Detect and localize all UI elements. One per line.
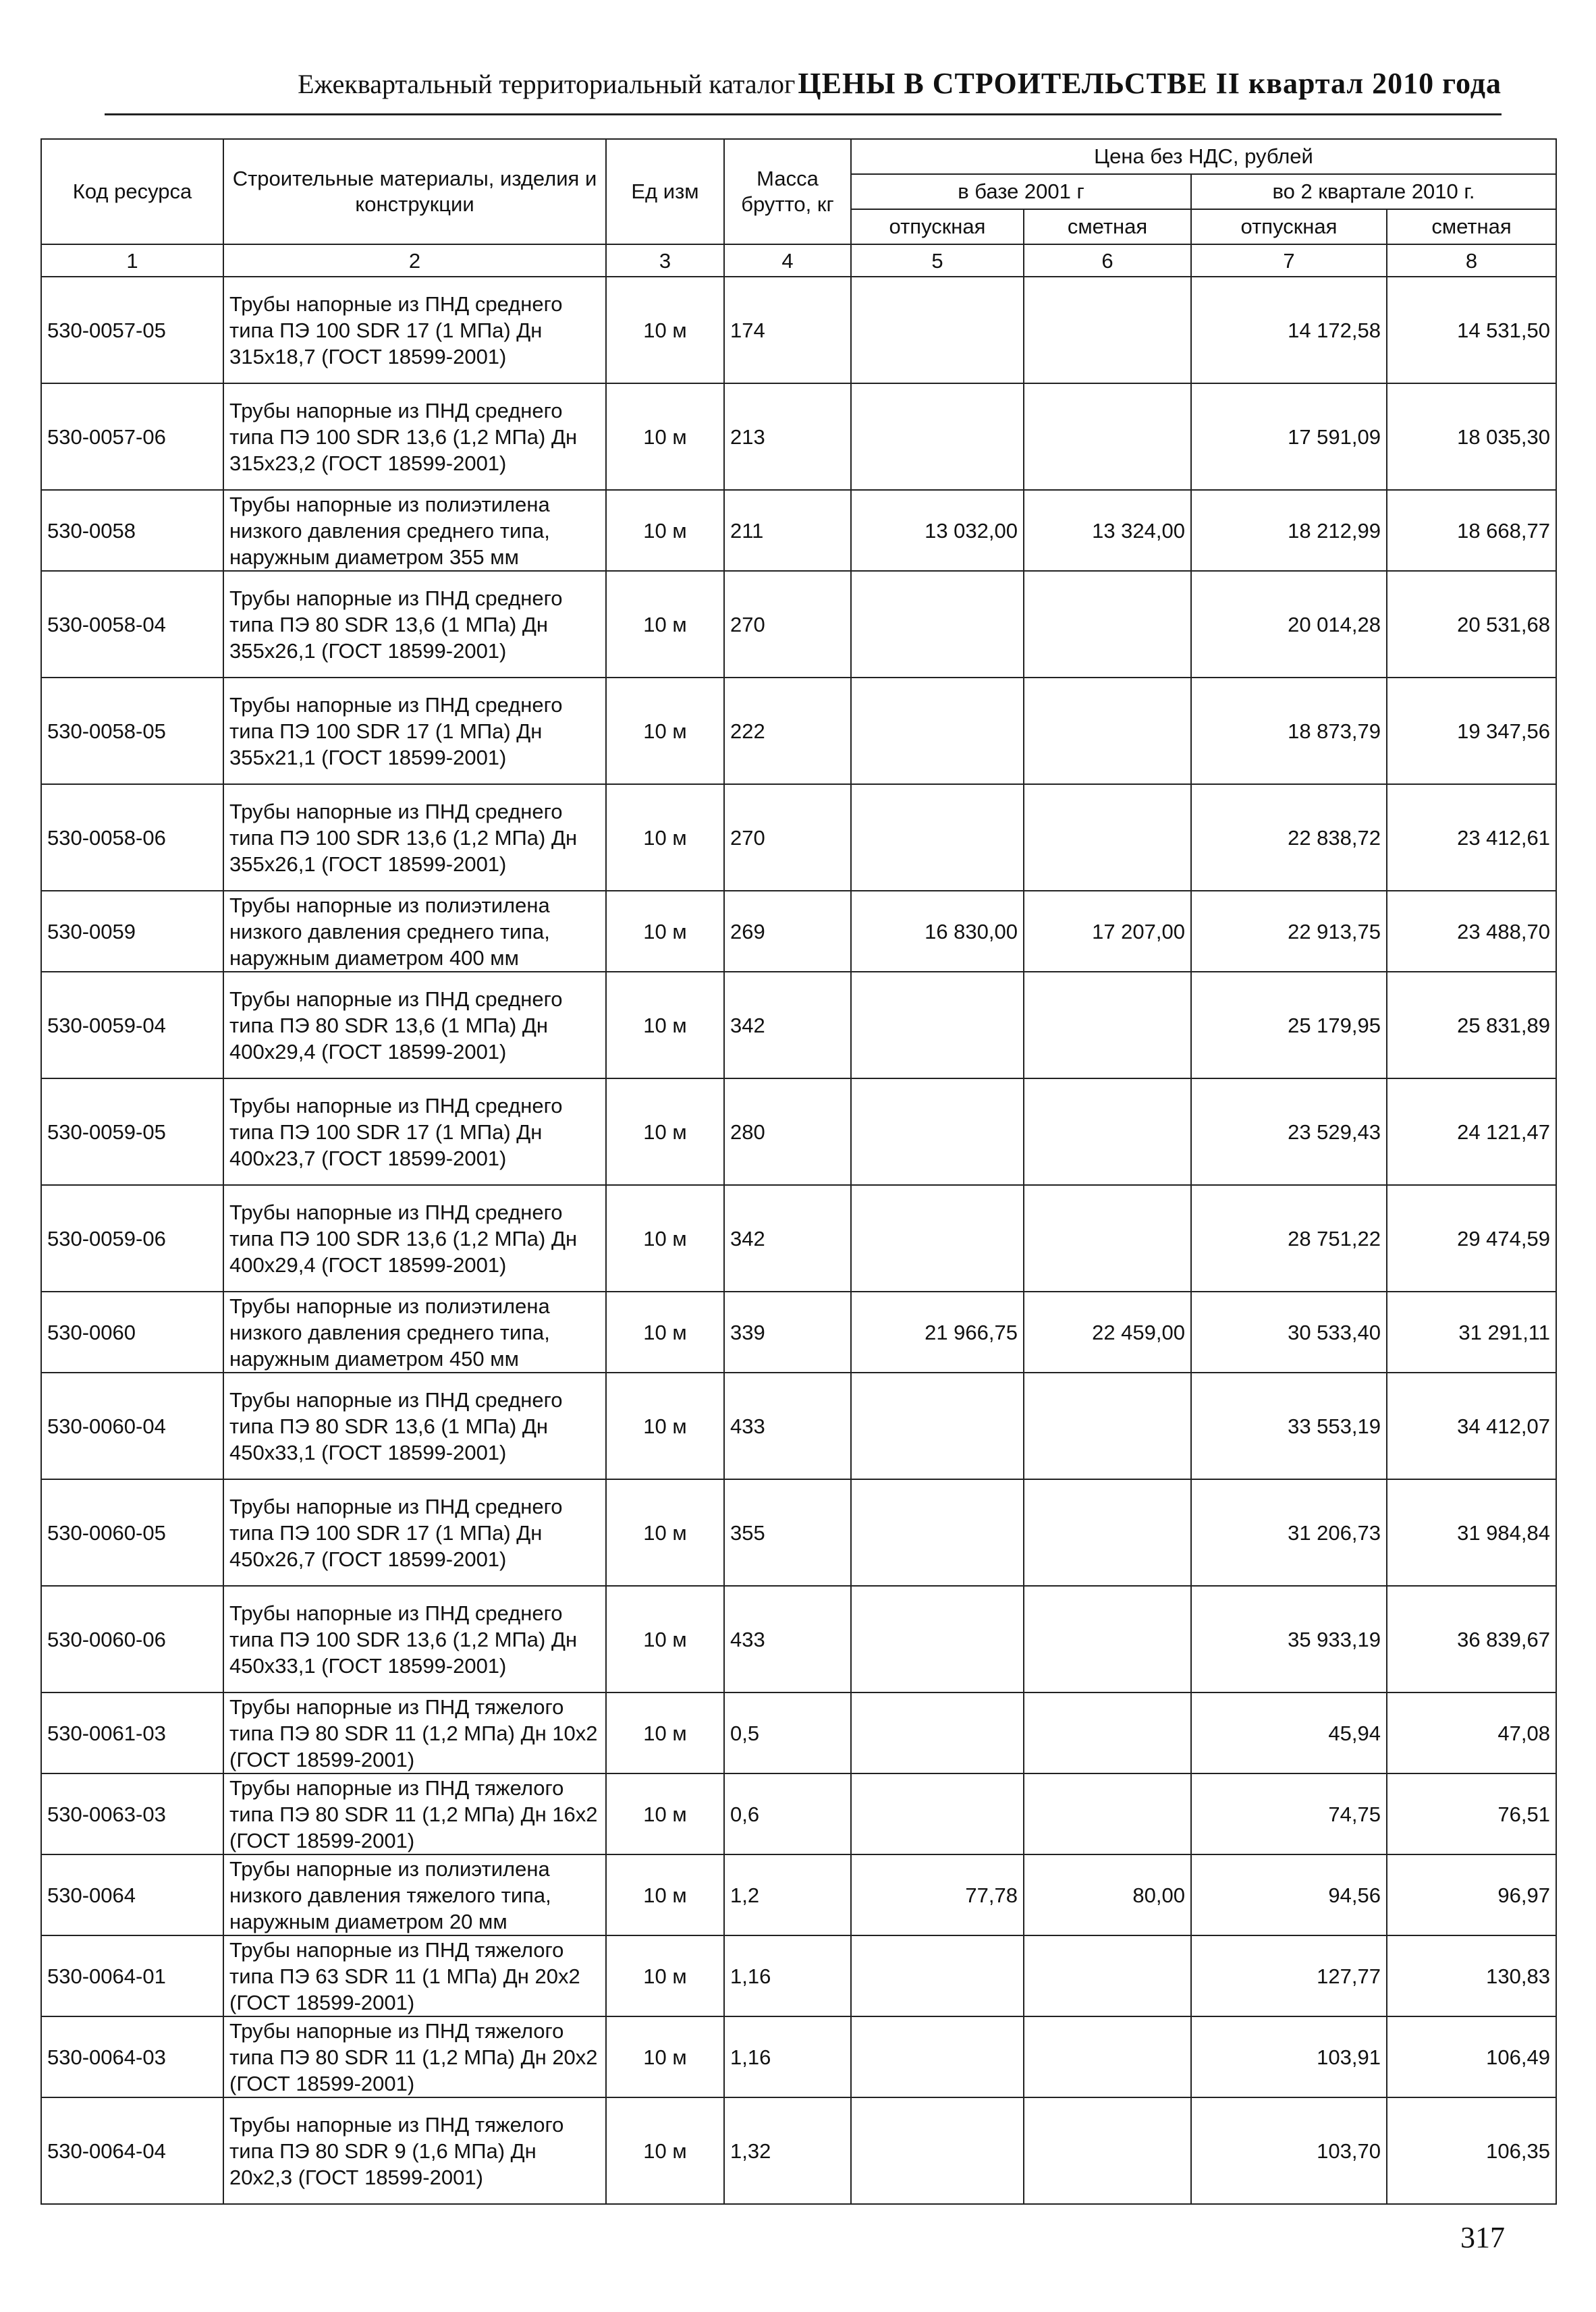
- table-row: [41, 1078, 1556, 1185]
- header-base-2001: в базе 2001 г: [851, 174, 1191, 209]
- cell-description: Трубы напорные из полиэтилена низкого давления среднего типа, наружным диаметром 355 мм: [223, 490, 606, 571]
- cell-code: 530-0058-05: [41, 678, 223, 784]
- cell-base-smet: [1024, 1773, 1191, 1854]
- cell-code: 530-0064-03: [41, 2016, 223, 2097]
- header-catalog-prefix: Ежеквартальный территориальный каталог: [298, 69, 796, 99]
- cell-base-otpusk: [851, 2016, 1024, 2097]
- cell-unit: 10 м: [606, 490, 724, 571]
- cell-mass: 1,2: [724, 1854, 851, 1935]
- table-row: [41, 571, 1556, 678]
- table-row: [41, 2097, 1556, 2204]
- cell-base-smet: [1024, 972, 1191, 1078]
- header-q2-otpusk: отпускная: [1191, 209, 1387, 244]
- cell-description: Трубы напорные из ПНД среднего типа ПЭ 100 SDR 17 (1 МПа) Дн 355х21,1 (ГОСТ 18599-2001): [223, 678, 606, 784]
- table-row: [41, 784, 1556, 891]
- page-number: 317: [1460, 2221, 1505, 2254]
- cell-mass: 0,5: [724, 1692, 851, 1773]
- cell-q2-smet: 23 488,70: [1387, 891, 1556, 972]
- cell-q2-smet: 18 035,30: [1387, 383, 1556, 490]
- cell-description: Трубы напорные из полиэтилена низкого давления тяжелого типа, наружным диаметром 20 мм: [223, 1854, 606, 1935]
- cell-q2-otpusk: 127,77: [1191, 1935, 1387, 2016]
- cell-code: 530-0058-04: [41, 571, 223, 678]
- cell-q2-smet: 23 412,61: [1387, 784, 1556, 891]
- cell-code: 530-0058: [41, 490, 223, 571]
- table-row: [41, 490, 1556, 571]
- column-number: 7: [1191, 244, 1387, 277]
- cell-code: 530-0064: [41, 1854, 223, 1935]
- cell-description: Трубы напорные из ПНД среднего типа ПЭ 80 SDR 13,6 (1 МПа) Дн 450х33,1 (ГОСТ 18599-2001): [223, 1373, 606, 1479]
- cell-base-smet: [1024, 1935, 1191, 2016]
- cell-base-smet: [1024, 383, 1191, 490]
- column-number: 1: [41, 244, 223, 277]
- table-row: [41, 277, 1556, 383]
- cell-unit: 10 м: [606, 1773, 724, 1854]
- cell-base-otpusk: 16 830,00: [851, 891, 1024, 972]
- cell-code: 530-0060: [41, 1292, 223, 1373]
- cell-q2-smet: 18 668,77: [1387, 490, 1556, 571]
- column-number: 6: [1024, 244, 1191, 277]
- column-number: 5: [851, 244, 1024, 277]
- cell-unit: 10 м: [606, 1292, 724, 1373]
- cell-code: 530-0064-01: [41, 1935, 223, 2016]
- cell-code: 530-0060-06: [41, 1586, 223, 1692]
- table-row: [41, 1292, 1556, 1373]
- cell-base-otpusk: [851, 784, 1024, 891]
- cell-description: Трубы напорные из ПНД среднего типа ПЭ 80 SDR 13,6 (1 МПа) Дн 355х26,1 (ГОСТ 18599-2001): [223, 571, 606, 678]
- cell-q2-otpusk: 18 212,99: [1191, 490, 1387, 571]
- cell-unit: 10 м: [606, 1373, 724, 1479]
- cell-mass: 213: [724, 383, 851, 490]
- cell-unit: 10 м: [606, 1479, 724, 1586]
- table-header: [41, 139, 1556, 277]
- cell-q2-otpusk: 28 751,22: [1191, 1185, 1387, 1292]
- cell-code: 530-0059-06: [41, 1185, 223, 1292]
- table-body: [41, 277, 1556, 2204]
- cell-base-smet: [1024, 1479, 1191, 1586]
- cell-code: 530-0057-05: [41, 277, 223, 383]
- cell-base-smet: [1024, 571, 1191, 678]
- cell-mass: 211: [724, 490, 851, 571]
- cell-description: Трубы напорные из полиэтилена низкого давления среднего типа, наружным диаметром 400 мм: [223, 891, 606, 972]
- cell-base-otpusk: [851, 1479, 1024, 1586]
- cell-base-otpusk: [851, 1185, 1024, 1292]
- cell-q2-otpusk: 20 014,28: [1191, 571, 1387, 678]
- cell-description: Трубы напорные из ПНД тяжелого типа ПЭ 80 SDR 9 (1,6 МПа) Дн 20х2,3 (ГОСТ 18599-2001): [223, 2097, 606, 2204]
- cell-description: Трубы напорные из ПНД среднего типа ПЭ 100 SDR 17 (1 МПа) Дн 400х23,7 (ГОСТ 18599-2001): [223, 1078, 606, 1185]
- cell-q2-smet: 76,51: [1387, 1773, 1556, 1854]
- cell-unit: 10 м: [606, 2097, 724, 2204]
- cell-base-otpusk: [851, 1773, 1024, 1854]
- cell-mass: 433: [724, 1586, 851, 1692]
- cell-code: 530-0059-04: [41, 972, 223, 1078]
- cell-base-smet: [1024, 1078, 1191, 1185]
- cell-base-otpusk: [851, 571, 1024, 678]
- cell-unit: 10 м: [606, 784, 724, 891]
- table-row: [41, 972, 1556, 1078]
- running-header: [105, 66, 1502, 115]
- cell-q2-smet: 36 839,67: [1387, 1586, 1556, 1692]
- cell-base-smet: [1024, 1185, 1191, 1292]
- column-number: 3: [606, 244, 724, 277]
- table-row: [41, 1935, 1556, 2016]
- header-mass: Масса брутто, кг: [724, 139, 851, 244]
- cell-q2-otpusk: 45,94: [1191, 1692, 1387, 1773]
- cell-mass: 339: [724, 1292, 851, 1373]
- cell-base-otpusk: [851, 1935, 1024, 2016]
- cell-base-smet: 22 459,00: [1024, 1292, 1191, 1373]
- price-table: [40, 138, 1557, 2205]
- cell-base-smet: [1024, 277, 1191, 383]
- cell-description: Трубы напорные из ПНД тяжелого типа ПЭ 80 SDR 11 (1,2 МПа) Дн 10х2 (ГОСТ 18599-2001): [223, 1692, 606, 1773]
- cell-base-otpusk: [851, 678, 1024, 784]
- cell-unit: 10 м: [606, 972, 724, 1078]
- header-unit: Ед изм: [606, 139, 724, 244]
- cell-q2-smet: 31 984,84: [1387, 1479, 1556, 1586]
- cell-code: 530-0060-04: [41, 1373, 223, 1479]
- cell-mass: 355: [724, 1479, 851, 1586]
- cell-base-smet: [1024, 2097, 1191, 2204]
- cell-q2-otpusk: 23 529,43: [1191, 1078, 1387, 1185]
- cell-q2-otpusk: 74,75: [1191, 1773, 1387, 1854]
- cell-base-otpusk: [851, 1078, 1024, 1185]
- cell-description: Трубы напорные из ПНД среднего типа ПЭ 100 SDR 17 (1 МПа) Дн 315х18,7 (ГОСТ 18599-2001): [223, 277, 606, 383]
- cell-unit: 10 м: [606, 1854, 724, 1935]
- cell-unit: 10 м: [606, 1078, 724, 1185]
- cell-base-otpusk: [851, 277, 1024, 383]
- cell-unit: 10 м: [606, 891, 724, 972]
- cell-unit: 10 м: [606, 1692, 724, 1773]
- table-row: [41, 1373, 1556, 1479]
- cell-mass: 433: [724, 1373, 851, 1479]
- table-row: [41, 678, 1556, 784]
- cell-q2-otpusk: 35 933,19: [1191, 1586, 1387, 1692]
- header-q2-2010: во 2 квартале 2010 г.: [1191, 174, 1556, 209]
- column-number: 8: [1387, 244, 1556, 277]
- cell-mass: 0,6: [724, 1773, 851, 1854]
- cell-q2-smet: 106,49: [1387, 2016, 1556, 2097]
- cell-code: 530-0059-05: [41, 1078, 223, 1185]
- cell-mass: 1,16: [724, 2016, 851, 2097]
- cell-base-smet: [1024, 1692, 1191, 1773]
- cell-q2-smet: 106,35: [1387, 2097, 1556, 2204]
- cell-base-smet: [1024, 1586, 1191, 1692]
- cell-code: 530-0064-04: [41, 2097, 223, 2204]
- cell-description: Трубы напорные из ПНД тяжелого типа ПЭ 80 SDR 11 (1,2 МПа) Дн 20х2 (ГОСТ 18599-2001): [223, 2016, 606, 2097]
- cell-q2-smet: 130,83: [1387, 1935, 1556, 2016]
- cell-mass: 342: [724, 1185, 851, 1292]
- cell-q2-otpusk: 18 873,79: [1191, 678, 1387, 784]
- cell-unit: 10 м: [606, 1935, 724, 2016]
- cell-q2-smet: 96,97: [1387, 1854, 1556, 1935]
- cell-base-smet: 17 207,00: [1024, 891, 1191, 972]
- cell-mass: 1,16: [724, 1935, 851, 2016]
- cell-q2-otpusk: 103,91: [1191, 2016, 1387, 2097]
- cell-base-otpusk: 21 966,75: [851, 1292, 1024, 1373]
- cell-q2-otpusk: 31 206,73: [1191, 1479, 1387, 1586]
- cell-mass: 269: [724, 891, 851, 972]
- cell-q2-otpusk: 94,56: [1191, 1854, 1387, 1935]
- cell-base-smet: 13 324,00: [1024, 490, 1191, 571]
- cell-q2-otpusk: 103,70: [1191, 2097, 1387, 2204]
- table-row: [41, 1185, 1556, 1292]
- cell-q2-otpusk: 30 533,40: [1191, 1292, 1387, 1373]
- table-row: [41, 891, 1556, 972]
- cell-code: 530-0059: [41, 891, 223, 972]
- column-number: 2: [223, 244, 606, 277]
- cell-q2-otpusk: 14 172,58: [1191, 277, 1387, 383]
- cell-mass: 280: [724, 1078, 851, 1185]
- table-row: [41, 1586, 1556, 1692]
- cell-unit: 10 м: [606, 277, 724, 383]
- cell-base-smet: [1024, 2016, 1191, 2097]
- cell-q2-smet: 29 474,59: [1387, 1185, 1556, 1292]
- cell-q2-smet: 14 531,50: [1387, 277, 1556, 383]
- cell-description: Трубы напорные из ПНД тяжелого типа ПЭ 80 SDR 11 (1,2 МПа) Дн 16х2 (ГОСТ 18599-2001): [223, 1773, 606, 1854]
- header-base-smet: сметная: [1024, 209, 1191, 244]
- cell-base-smet: [1024, 678, 1191, 784]
- cell-base-smet: [1024, 784, 1191, 891]
- cell-base-otpusk: [851, 383, 1024, 490]
- cell-base-smet: 80,00: [1024, 1854, 1191, 1935]
- header-price: Цена без НДС, рублей: [851, 139, 1556, 174]
- cell-description: Трубы напорные из полиэтилена низкого давления среднего типа, наружным диаметром 450 мм: [223, 1292, 606, 1373]
- header-q2-smet: сметная: [1387, 209, 1556, 244]
- cell-description: Трубы напорные из ПНД среднего типа ПЭ 100 SDR 13,6 (1,2 МПа) Дн 355х26,1 (ГОСТ 18599-2001): [223, 784, 606, 891]
- cell-mass: 270: [724, 784, 851, 891]
- table-row: [41, 383, 1556, 490]
- cell-description: Трубы напорные из ПНД среднего типа ПЭ 100 SDR 13,6 (1,2 МПа) Дн 315х23,2 (ГОСТ 18599-2001): [223, 383, 606, 490]
- cell-unit: 10 м: [606, 2016, 724, 2097]
- cell-code: 530-0063-03: [41, 1773, 223, 1854]
- header-catalog-title: ЦЕНЫ В СТРОИТЕЛЬСТВЕ II квартал 2010 года: [798, 67, 1502, 100]
- cell-q2-smet: 34 412,07: [1387, 1373, 1556, 1479]
- cell-unit: 10 м: [606, 678, 724, 784]
- cell-code: 530-0057-06: [41, 383, 223, 490]
- table-row: [41, 1773, 1556, 1854]
- cell-q2-smet: 20 531,68: [1387, 571, 1556, 678]
- cell-code: 530-0060-05: [41, 1479, 223, 1586]
- table-row: [41, 1854, 1556, 1935]
- cell-unit: 10 м: [606, 1185, 724, 1292]
- cell-q2-otpusk: 25 179,95: [1191, 972, 1387, 1078]
- cell-unit: 10 м: [606, 571, 724, 678]
- cell-q2-smet: 31 291,11: [1387, 1292, 1556, 1373]
- cell-code: 530-0058-06: [41, 784, 223, 891]
- cell-q2-otpusk: 22 838,72: [1191, 784, 1387, 891]
- cell-base-otpusk: [851, 972, 1024, 1078]
- cell-q2-smet: 24 121,47: [1387, 1078, 1556, 1185]
- cell-q2-otpusk: 17 591,09: [1191, 383, 1387, 490]
- cell-base-otpusk: [851, 1586, 1024, 1692]
- cell-q2-smet: 47,08: [1387, 1692, 1556, 1773]
- header-code: Код ресурса: [41, 139, 223, 244]
- cell-unit: 10 м: [606, 383, 724, 490]
- cell-base-otpusk: 13 032,00: [851, 490, 1024, 571]
- cell-mass: 342: [724, 972, 851, 1078]
- cell-q2-otpusk: 33 553,19: [1191, 1373, 1387, 1479]
- cell-description: Трубы напорные из ПНД среднего типа ПЭ 80 SDR 13,6 (1 МПа) Дн 400х29,4 (ГОСТ 18599-2001): [223, 972, 606, 1078]
- table-row: [41, 2016, 1556, 2097]
- column-number-row: [41, 244, 1556, 277]
- cell-description: Трубы напорные из ПНД среднего типа ПЭ 100 SDR 13,6 (1,2 МПа) Дн 450х33,1 (ГОСТ 18599-2001): [223, 1586, 606, 1692]
- cell-base-smet: [1024, 1373, 1191, 1479]
- cell-base-otpusk: 77,78: [851, 1854, 1024, 1935]
- cell-description: Трубы напорные из ПНД среднего типа ПЭ 100 SDR 17 (1 МПа) Дн 450х26,7 (ГОСТ 18599-2001): [223, 1479, 606, 1586]
- table-row: [41, 1479, 1556, 1586]
- table-row: [41, 1692, 1556, 1773]
- cell-mass: 174: [724, 277, 851, 383]
- cell-mass: 270: [724, 571, 851, 678]
- cell-description: Трубы напорные из ПНД среднего типа ПЭ 100 SDR 13,6 (1,2 МПа) Дн 400х29,4 (ГОСТ 18599-2001): [223, 1185, 606, 1292]
- cell-code: 530-0061-03: [41, 1692, 223, 1773]
- cell-base-otpusk: [851, 1692, 1024, 1773]
- cell-unit: 10 м: [606, 1586, 724, 1692]
- cell-q2-smet: 25 831,89: [1387, 972, 1556, 1078]
- cell-mass: 222: [724, 678, 851, 784]
- cell-mass: 1,32: [724, 2097, 851, 2204]
- header-materials: Строительные материалы, изделия и конструкции: [223, 139, 606, 244]
- cell-q2-otpusk: 22 913,75: [1191, 891, 1387, 972]
- cell-base-otpusk: [851, 2097, 1024, 2204]
- cell-base-otpusk: [851, 1373, 1024, 1479]
- column-number: 4: [724, 244, 851, 277]
- cell-q2-smet: 19 347,56: [1387, 678, 1556, 784]
- header-base-otpusk: отпускная: [851, 209, 1024, 244]
- cell-description: Трубы напорные из ПНД тяжелого типа ПЭ 63 SDR 11 (1 МПа) Дн 20х2 (ГОСТ 18599-2001): [223, 1935, 606, 2016]
